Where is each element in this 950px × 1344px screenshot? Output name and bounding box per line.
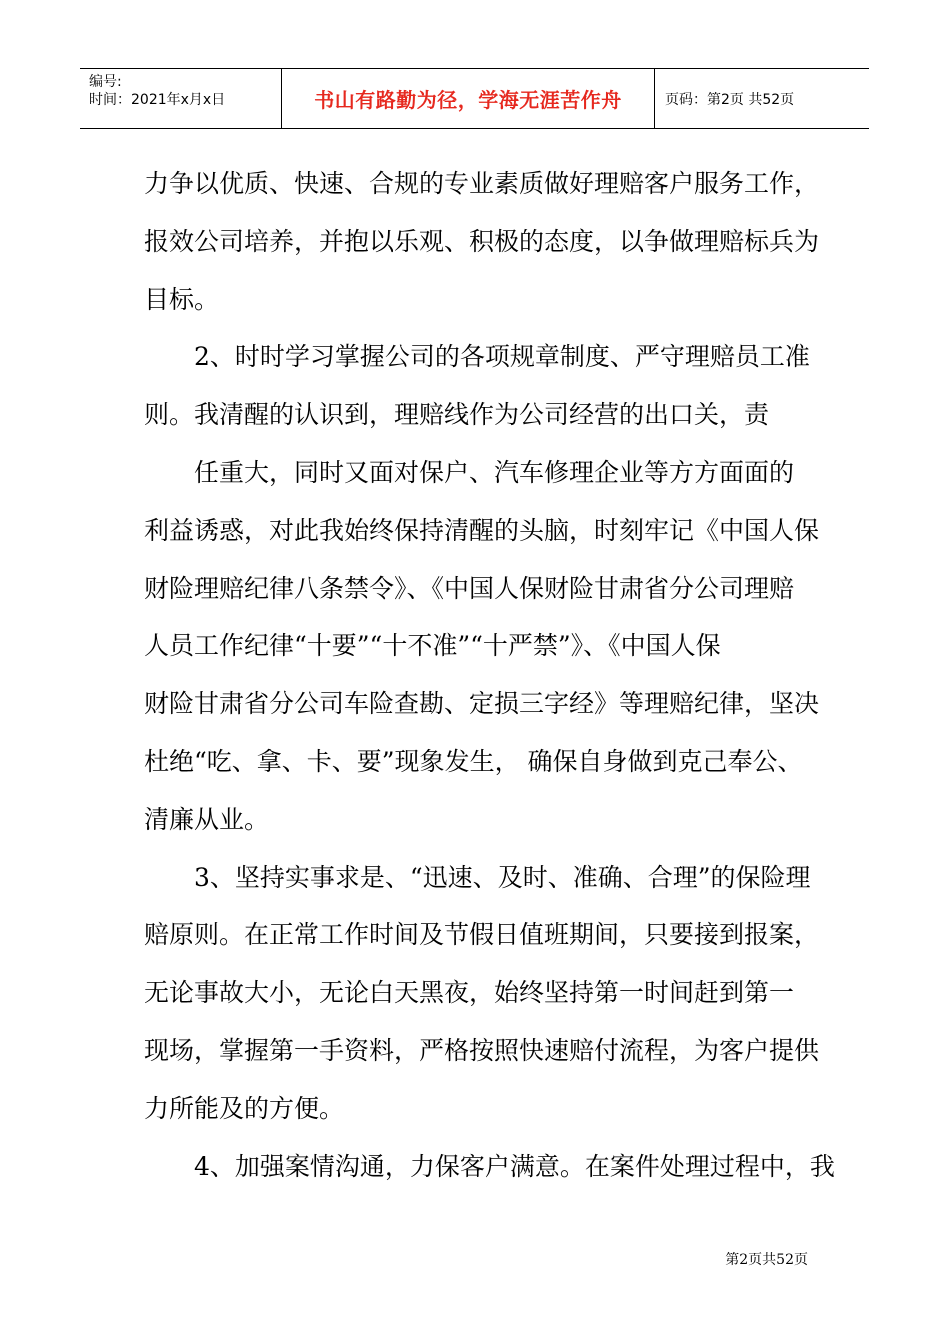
page-footer: 第2页共52页 [725,1252,808,1268]
text-line: 任重大，同时又面对保户、汽车修理企业等方方面面的 [194,457,795,487]
text-line: 则。我清醒的认识到，理赔线作为公司经营的出口关，责 [144,400,770,430]
document-body [144,155,835,1195]
time-label: 时间：2021年x月x日 [89,92,226,108]
text-line: 清廉从业。 [144,804,270,834]
text-line: 现场，掌握第一手资料，严格按照快速赔付流程，为客户提供 [144,1035,820,1065]
text-line: 2、时时学习掌握公司的各项规章制度、严守理赔员工准 [194,342,810,372]
header-page-label: 页码：第2页 共52页 [665,91,795,108]
text-line: 力争以优质、快速、合规的专业素质做好理赔客户服务工作， [144,169,820,198]
header-meta [80,69,282,128]
text-line: 目标。 [144,284,220,314]
text-line: 赔原则。在正常工作时间及节假日值班期间，只要接到报案， [144,920,820,950]
text-line: 财险甘肃省分公司车险查勘、定损三字经》等理赔纪律，坚决 [144,689,820,719]
serial-label: 编号: [89,74,122,90]
text-line: 杜绝“吃、拿、卡、要”现象发生， 确保自身做到克己奉公、 [144,746,803,776]
text-line: 财险理赔纪律八条禁令》、《中国人保财险甘肃省分公司理赔 [144,573,795,603]
text-line: 利益诱惑，对此我始终保持清醒的头脑，时刻牢记《中国人保 [144,515,820,545]
header-motto: 书山有路勤为径，学海无涯苦作舟 [282,69,655,128]
text-line: 力所能及的方便。 [144,1093,345,1123]
page-header [80,68,869,129]
text-line: 报效公司培养，并抱以乐观、积极的态度，以争做理赔标兵为 [144,226,820,256]
text-line: 无论事故大小，无论白天黑夜，始终坚持第一时间赶到第一 [144,978,795,1008]
text-line: 人员工作纪律“十要”“十不准”“十严禁”》、《中国人保 [144,631,721,661]
text-line: 3、坚持实事求是、“迅速、及时、准确、合理”的保险理 [194,862,811,892]
text-line: 4、加强案情沟通，力保客户满意。在案件处理过程中，我 [194,1151,835,1181]
